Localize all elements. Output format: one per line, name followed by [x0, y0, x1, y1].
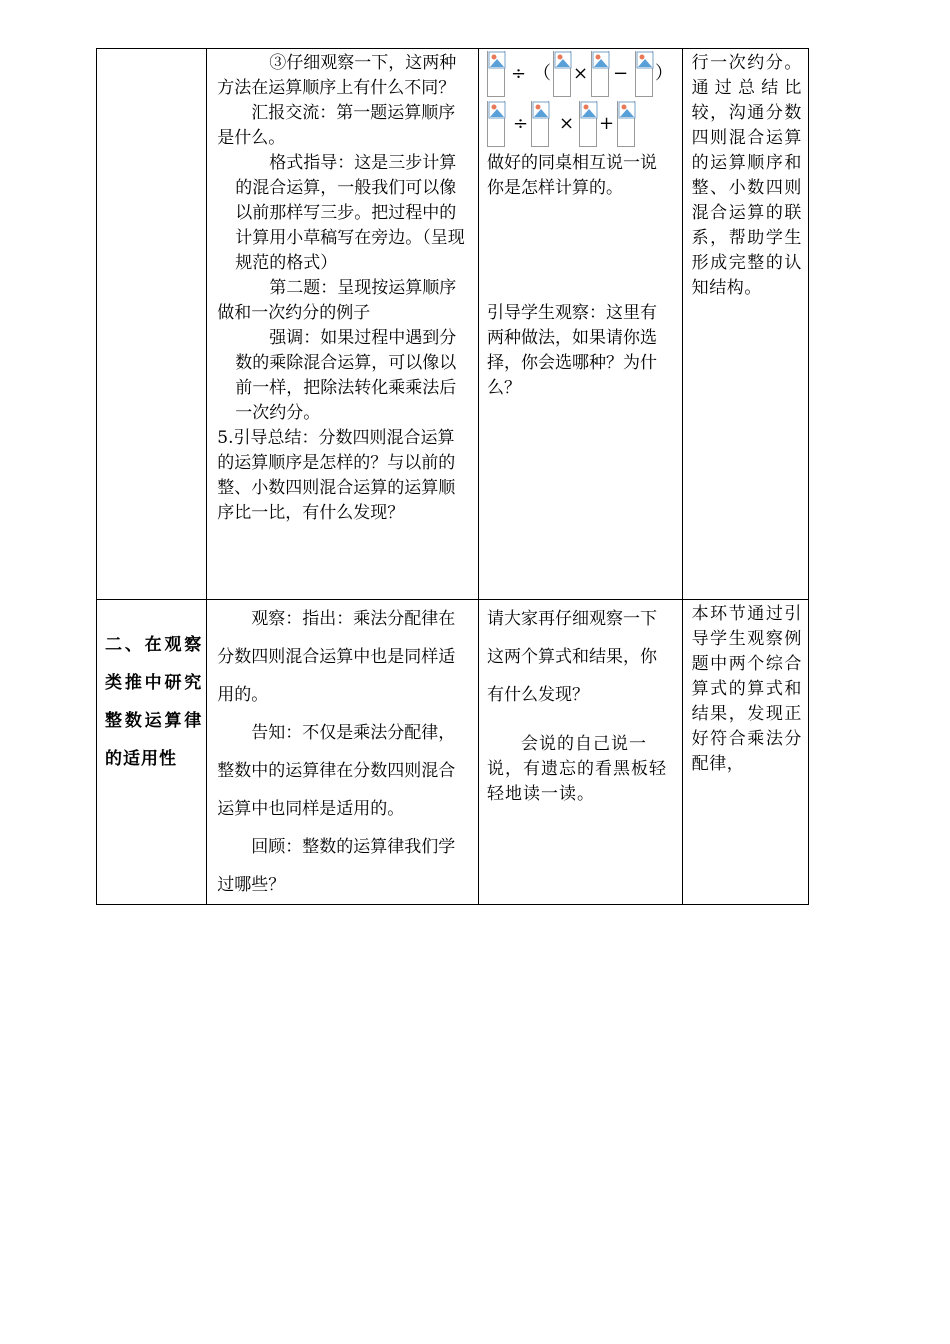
- summary-guidance: 5.引导总结：分数四则混合运算的运算顺序是怎样的？与以前的整、小数四则混合运算的运算顺序比一比，有什么发现？: [217, 428, 456, 523]
- stage-cell: [97, 600, 207, 905]
- times-sign: ×: [573, 63, 589, 84]
- divide-sign: ÷: [511, 63, 527, 84]
- fraction-image-icon: [531, 101, 549, 147]
- observe-again: 请大家再仔细观察一下这两个算式和结果，你有什么发现？: [487, 609, 658, 705]
- emphasis: 强调：如果过程中遇到分数的乘除混合运算，可以像以前一样，把除法转化乘乘法后一次约分。: [235, 328, 457, 423]
- fraction-image-icon: [617, 101, 635, 147]
- formula-2: [487, 101, 674, 151]
- teacher-activity-cell: [207, 49, 479, 600]
- fraction-image-icon: [487, 101, 505, 147]
- table-row: [97, 600, 809, 905]
- student-activity-cell: [479, 49, 683, 600]
- plus-sign: +: [599, 113, 615, 134]
- student-activity-cell: [479, 600, 683, 905]
- left-paren: （: [533, 63, 552, 84]
- divide-sign: ÷: [513, 113, 529, 134]
- right-paren: ）: [655, 63, 674, 84]
- fraction-image-icon: [553, 51, 571, 97]
- second-problem: 第二题：呈现按运算顺序做和一次约分的例子: [217, 278, 457, 323]
- design-intent-text: 本环节通过引导学生观察例题中两个综合算式的算式和结果，发现正好符合乘法分配律，: [691, 604, 802, 774]
- times-sign: ×: [559, 113, 575, 134]
- observe-question: ③仔细观察一下，这两种方法在运算顺序上有什么不同？: [217, 53, 457, 98]
- fraction-image-icon: [635, 51, 653, 97]
- formula-1: [487, 51, 674, 101]
- teacher-activity-cell: [207, 600, 479, 905]
- design-intent-cell: [682, 49, 808, 600]
- minus-sign: −: [613, 63, 629, 84]
- observe-point: 观察：指出：乘法分配律在分数四则混合运算中也是同样适用的。: [217, 609, 456, 705]
- inform: 告知：不仅是乘法分配律，整数中的运算律在分数四则混合运算中也同样是适用的。: [217, 723, 456, 819]
- fraction-image-icon: [487, 51, 505, 97]
- read-board: 会说的自己说一说，有遗忘的看黑板轻轻地读一读。: [487, 734, 668, 804]
- design-intent-cell: [682, 600, 808, 905]
- table-row: [97, 49, 809, 600]
- fraction-image-icon: [579, 101, 597, 147]
- report-exchange: 汇报交流：第一题运算顺序是什么。: [217, 103, 456, 148]
- stage-title: 二、在观察类推中研究整数运算律的适用性: [105, 635, 203, 769]
- format-guidance: 格式指导：这是三步计算的混合运算，一般我们可以像以前那样写三步。把过程中的计算用小草稿写在旁边。（呈现规范的格式）: [235, 153, 465, 273]
- design-intent-text: 行一次约分。通过总结比较，沟通分数四则混合运算的运算顺序和整、小数四则混合运算的联系，帮助学生形成完整的认知结构。: [691, 53, 802, 298]
- review: 回顾：整数的运算律我们学过哪些？: [217, 837, 456, 895]
- fraction-image-icon: [591, 51, 609, 97]
- pair-discussion: 做好的同桌相互说一说你是怎样计算的。: [487, 153, 658, 198]
- stage-cell: [97, 49, 207, 600]
- guide-observe: 引导学生观察：这里有两种做法，如果请你选择，你会选哪种？为什么？: [487, 303, 658, 398]
- lesson-plan-table: [96, 48, 809, 905]
